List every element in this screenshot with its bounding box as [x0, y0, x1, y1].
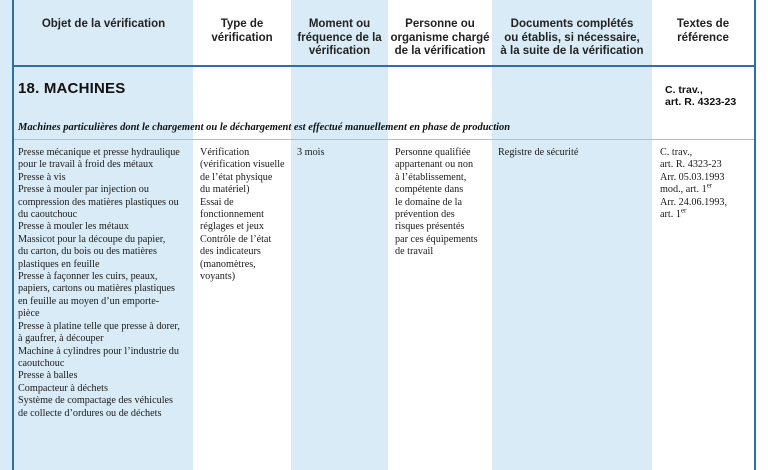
text-line: Moment ou [308, 18, 371, 30]
text-line: compétente dans [395, 184, 464, 196]
superscript: er [680, 206, 687, 215]
text-line: C. trav., [660, 147, 693, 158]
text-line: plastiques en feuille [18, 258, 100, 270]
text-line: art. R. 4323-23 [660, 159, 722, 171]
text-line: réglages et jeux [200, 221, 264, 233]
subtitle-divider [14, 139, 754, 140]
text-line: Registre de sécurité [498, 147, 579, 158]
column-band-textes [652, 0, 768, 470]
text-line: Presse mécanique et presse hydraulique [18, 147, 180, 158]
header-documents [492, 18, 652, 59]
text-line: de la vérification [394, 45, 486, 57]
text-line: prévention des [395, 209, 455, 221]
column-band-moment [291, 0, 388, 470]
text-line: des indicateurs [200, 246, 261, 258]
cell-personne [395, 147, 490, 259]
text-line: référence [677, 31, 729, 44]
cell-moment [297, 147, 385, 159]
text-line: C. trav., [665, 84, 703, 96]
text-line: Système de compactage des véhicules [18, 395, 174, 407]
text-line: Vérification [200, 147, 250, 158]
text-line: Textes de [676, 18, 730, 30]
text-line: pièce [18, 308, 40, 320]
text-line: Presse à vis [18, 171, 66, 183]
text-line: du carton, du bois ou des matières [18, 246, 157, 258]
text-line: vérification [308, 45, 371, 57]
header-type [193, 18, 291, 45]
text-line: papiers, cartons ou matières plastiques [18, 283, 176, 295]
text-line: fréquence de la [297, 31, 382, 44]
text-line: vérification [211, 31, 273, 44]
cell-documents [498, 147, 648, 159]
text-line: caoutchouc [18, 357, 65, 369]
text-line: de collecte d’ordures ou de déchets [18, 407, 162, 419]
header-divider [12, 65, 756, 67]
text-line: Massicot pour la découpe du papier, [18, 233, 166, 245]
text-line: par ces équipements [395, 233, 478, 245]
text-line: Presse à platine telle que presse à dorer, [18, 320, 180, 332]
text-line: appartenant ou non [395, 159, 474, 171]
cell-textes [660, 147, 752, 221]
text-line: Type de [220, 18, 264, 30]
header-moment [291, 18, 388, 59]
text-line: fonctionnement [200, 209, 264, 221]
text-line: de travail [395, 246, 434, 258]
text-line: pour le travail à froid des métaux [18, 159, 154, 171]
section-reference [665, 84, 736, 108]
text-line: 3 mois [297, 147, 325, 158]
text-line: Personne qualifiée [395, 147, 471, 158]
text-line: ou établis, si nécessaire, [504, 31, 640, 44]
column-band-documents [492, 0, 652, 470]
superscript: er [706, 181, 713, 190]
text-line: Presse à façonner les cuirs, peaux, [18, 271, 158, 283]
section-title: 18. MACHINES [18, 80, 126, 97]
text-line: du caoutchouc [18, 209, 78, 221]
text-line: Personne ou [405, 18, 475, 30]
text-line: en feuille au moyen d’un emporte- [18, 295, 160, 307]
table-border-left [12, 0, 14, 470]
text-line: Objet de la vérification [41, 18, 166, 30]
text-line: Essai de [200, 196, 234, 208]
text-line: Compacteur à déchets [18, 382, 108, 394]
text-line: Documents complétés [510, 18, 634, 30]
header-objet [14, 18, 193, 32]
text-line: Contrôle de l’état [200, 233, 272, 245]
header-textes [652, 18, 754, 45]
text-line: de l’état physique [200, 171, 273, 183]
text-line: Arr. 05.03.1993 [660, 171, 725, 183]
text-line: mod., art. 1er [660, 181, 713, 196]
text-line: à l’établissement, [395, 171, 467, 183]
text-line: voyants) [200, 271, 236, 283]
text-line: à gaufrer, à découper [18, 333, 104, 345]
text-line: art. R. 4323-23 [665, 96, 737, 108]
text-line: du matériel) [200, 184, 250, 196]
text-line: Machine à cylindres pour l’industrie du [18, 345, 179, 357]
text-line: (vérification visuelle [200, 159, 285, 171]
cell-objet [18, 147, 192, 420]
text-line: à la suite de la vérification [500, 45, 644, 57]
cell-type [200, 147, 290, 283]
text-line: Presse à balles [18, 370, 78, 382]
section-subtitle: Machines particulières dont le chargement ou le déchargement est effectué manuellement en phase de production [18, 122, 511, 133]
text-line: organisme chargé [390, 31, 490, 44]
text-line: Presse à mouler les métaux [18, 221, 129, 233]
text-line: le domaine de la [395, 196, 463, 208]
table-border-right [754, 0, 756, 470]
text-line: art. 1er [660, 206, 687, 221]
text-line: (manomètres, [200, 258, 256, 270]
header-personne [388, 18, 492, 59]
text-line: Presse à mouler par injection ou [18, 184, 149, 196]
text-line: compression des matières plastiques ou [18, 196, 179, 208]
text-line: risques présentés [395, 221, 465, 233]
text-line: Arr. 24.06.1993, [660, 196, 728, 208]
